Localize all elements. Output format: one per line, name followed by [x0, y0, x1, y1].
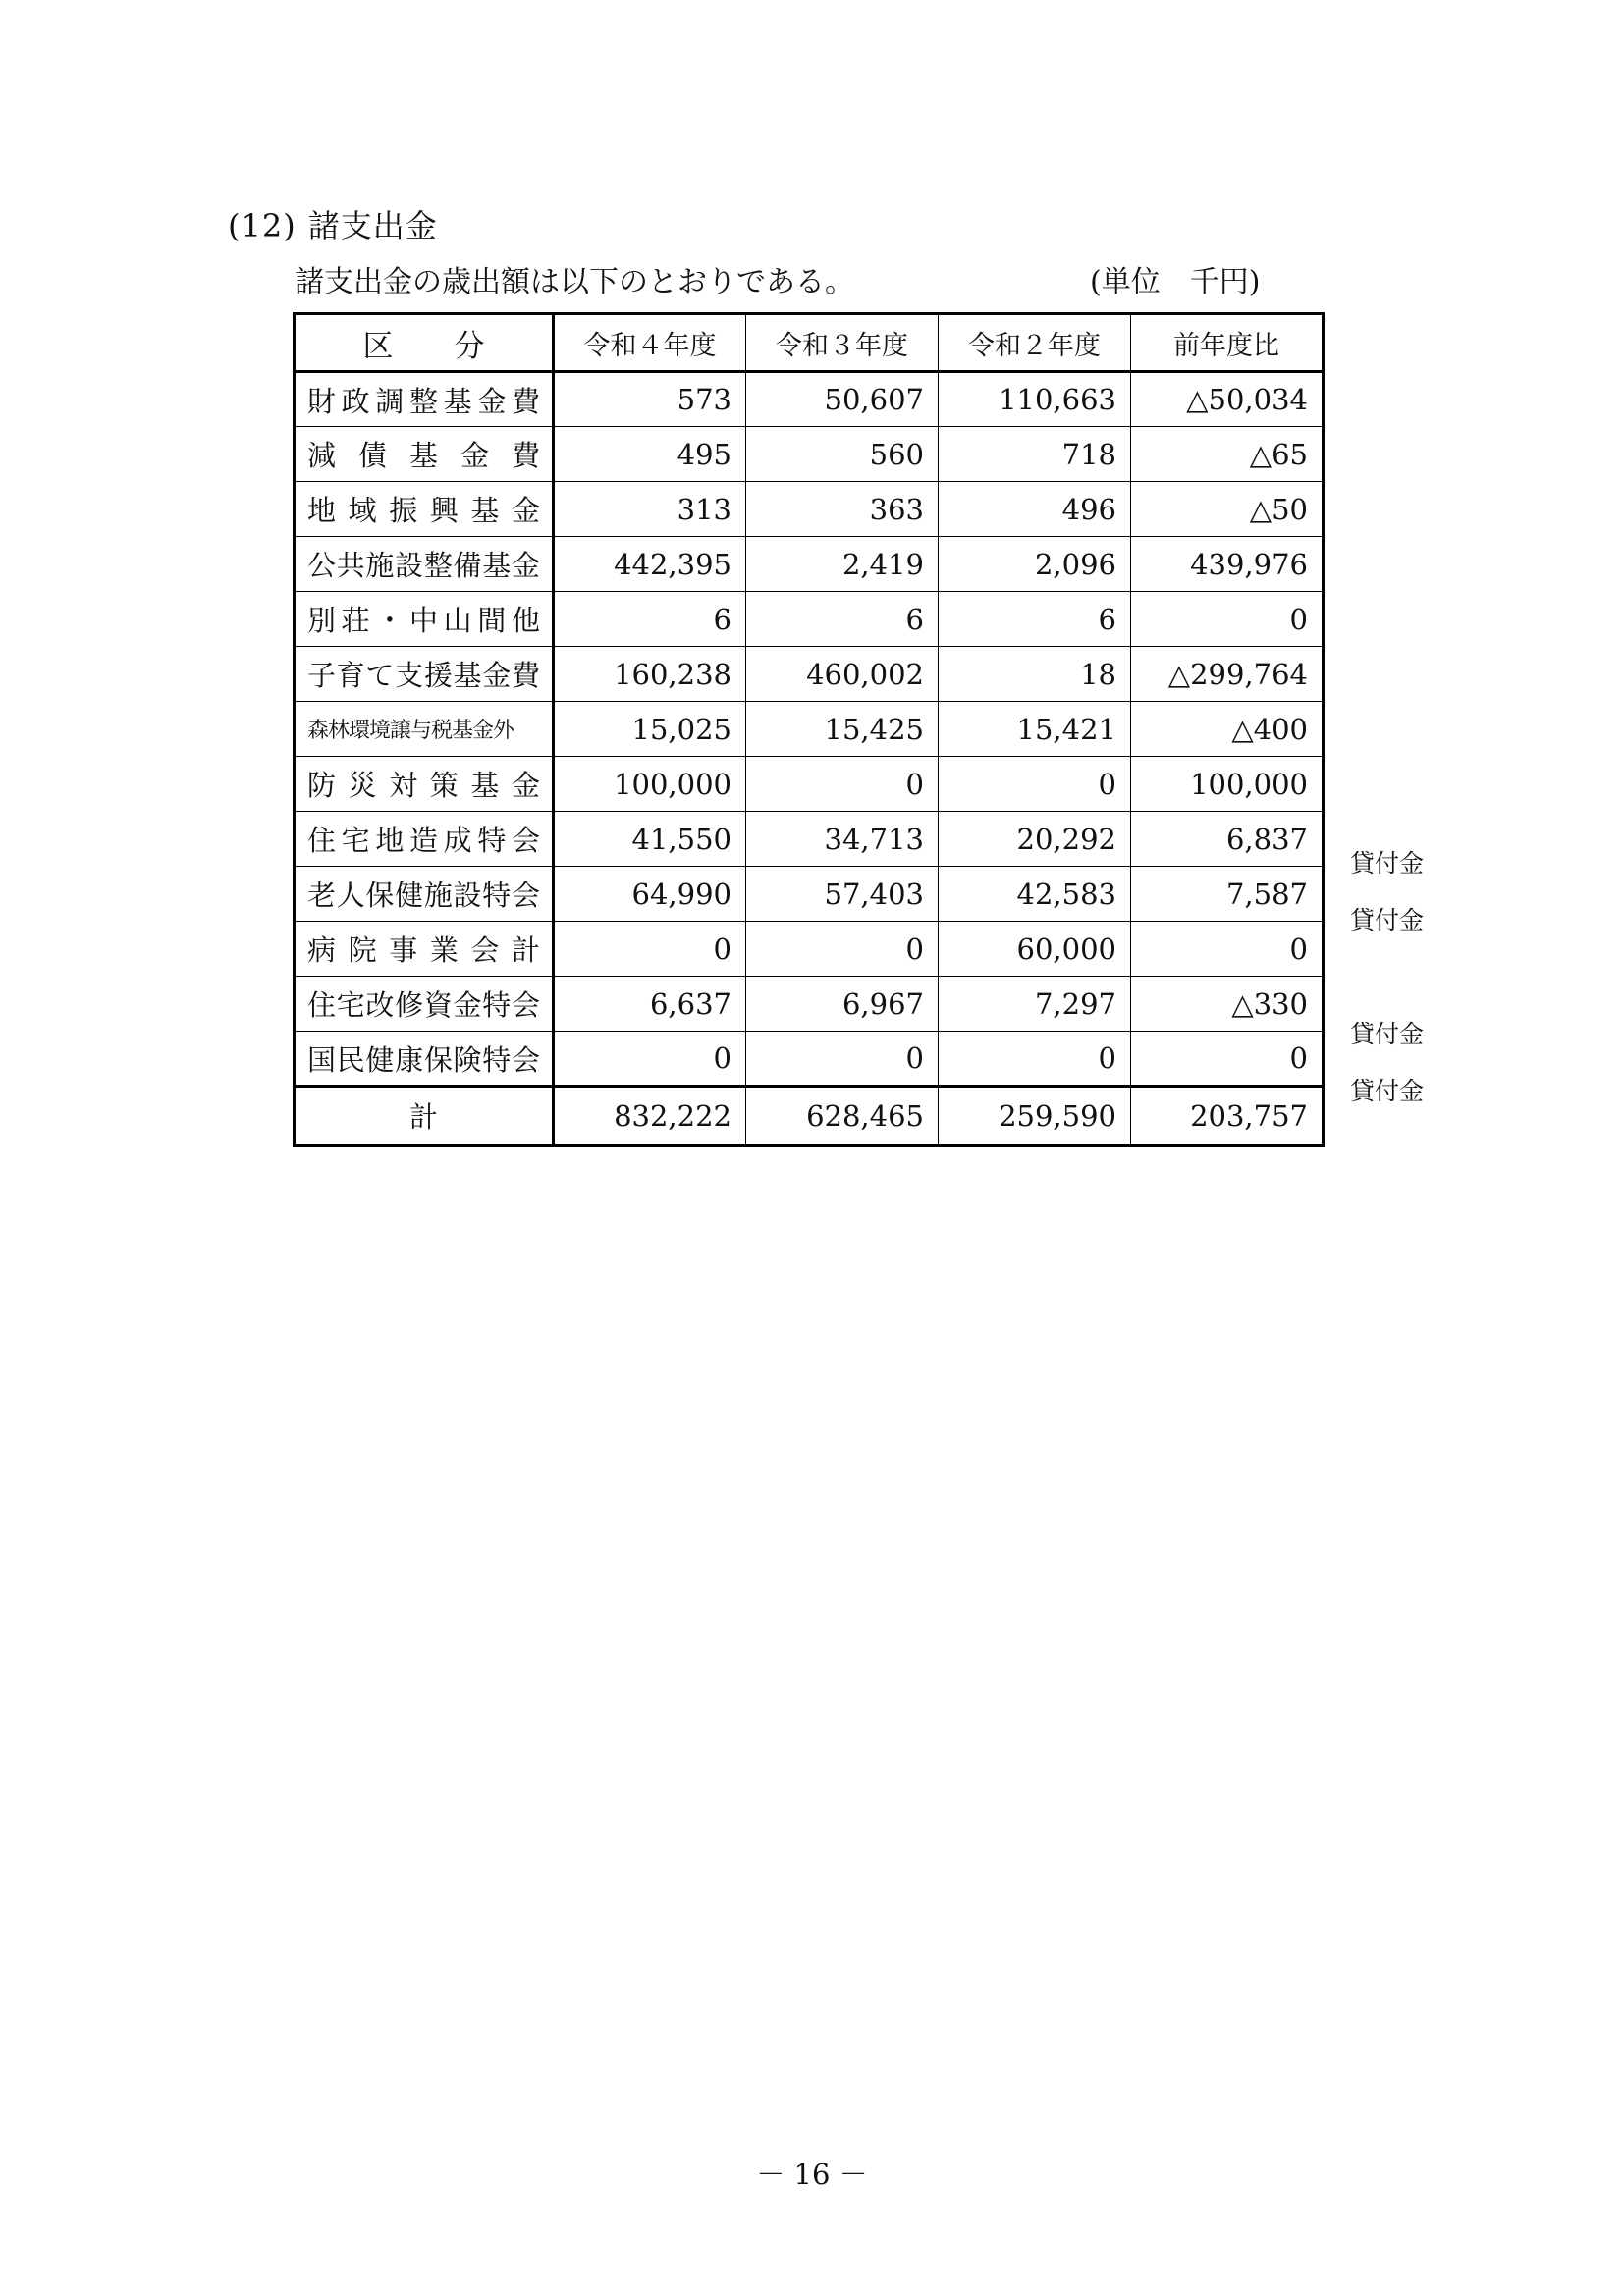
- cell-r2: 718: [939, 427, 1131, 482]
- row-label: 子育て支援基金費: [295, 647, 554, 702]
- table-header-row: [295, 314, 1324, 372]
- cell-r4: 160,238: [554, 647, 746, 702]
- cell-r4: 15,025: [554, 702, 746, 757]
- cell-r2: 15,421: [939, 702, 1131, 757]
- header-r2: 令和２年度: [939, 314, 1131, 372]
- cell-r2: 60,000: [939, 922, 1131, 977]
- page-number: － 16 －: [756, 2158, 868, 2191]
- row-label: 別荘・中山間他: [295, 592, 554, 647]
- cell-diff: 6,837: [1131, 812, 1324, 867]
- total-r2: 259,590: [939, 1087, 1131, 1146]
- row-label: 公共施設整備基金: [295, 537, 554, 592]
- table-row: [295, 647, 1324, 702]
- cell-r3: 6,967: [746, 977, 939, 1032]
- cell-diff: △299,764: [1131, 647, 1324, 702]
- unit-label: (単位 千円): [1090, 265, 1261, 299]
- table-row: [295, 977, 1324, 1032]
- cell-diff: 0: [1131, 922, 1324, 977]
- row-label: 財政調整基金費: [295, 372, 554, 427]
- table-row: [295, 922, 1324, 977]
- cell-r2: 20,292: [939, 812, 1131, 867]
- cell-diff: △50: [1131, 482, 1324, 537]
- cell-r3: 460,002: [746, 647, 939, 702]
- cell-r2: 0: [939, 1032, 1131, 1087]
- cell-diff: △330: [1131, 977, 1324, 1032]
- cell-r3: 34,713: [746, 812, 939, 867]
- section-heading: [228, 201, 438, 246]
- row-label: 老人保健施設特会: [295, 867, 554, 922]
- cell-r4: 495: [554, 427, 746, 482]
- cell-diff: △400: [1131, 702, 1324, 757]
- table-row: [295, 537, 1324, 592]
- cell-r3: 57,403: [746, 867, 939, 922]
- total-label: 計: [295, 1087, 554, 1146]
- row-label: 森林環境譲与税基金外: [295, 702, 554, 757]
- table-row: [295, 1032, 1324, 1087]
- cell-r4: 100,000: [554, 757, 746, 812]
- table-row: [295, 867, 1324, 922]
- cell-diff: △65: [1131, 427, 1324, 482]
- cell-r4: 442,395: [554, 537, 746, 592]
- note-loan: 貸付金: [1350, 1020, 1425, 1048]
- row-label: 住宅改修資金特会: [295, 977, 554, 1032]
- header-category: 区 分: [295, 314, 554, 372]
- cell-r2: 110,663: [939, 372, 1131, 427]
- cell-r4: 0: [554, 922, 746, 977]
- cell-diff: 439,976: [1131, 537, 1324, 592]
- total-r3: 628,465: [746, 1087, 939, 1146]
- table-row: [295, 757, 1324, 812]
- cell-r3: 15,425: [746, 702, 939, 757]
- table-row: [295, 702, 1324, 757]
- cell-diff: 7,587: [1131, 867, 1324, 922]
- cell-r4: 6: [554, 592, 746, 647]
- table-row: [295, 592, 1324, 647]
- note-loan: 貸付金: [1350, 906, 1425, 934]
- header-r3: 令和３年度: [746, 314, 939, 372]
- intro-text: 諸支出金の歳出額は以下のとおりである。: [295, 265, 854, 299]
- row-label: 地域振興基金: [295, 482, 554, 537]
- table-row: [295, 482, 1324, 537]
- header-r4: 令和４年度: [554, 314, 746, 372]
- cell-r2: 7,297: [939, 977, 1131, 1032]
- header-diff: 前年度比: [1131, 314, 1324, 372]
- cell-diff: 100,000: [1131, 757, 1324, 812]
- cell-r2: 2,096: [939, 537, 1131, 592]
- total-diff: 203,757: [1131, 1087, 1324, 1146]
- cell-r3: 6: [746, 592, 939, 647]
- expenditure-table: [293, 312, 1325, 1147]
- cell-r2: 18: [939, 647, 1131, 702]
- table-row: [295, 812, 1324, 867]
- cell-r2: 0: [939, 757, 1131, 812]
- total-r4: 832,222: [554, 1087, 746, 1146]
- row-label: 防災対策基金: [295, 757, 554, 812]
- cell-r4: 64,990: [554, 867, 746, 922]
- cell-diff: 0: [1131, 592, 1324, 647]
- row-label: 病院事業会計: [295, 922, 554, 977]
- cell-r3: 2,419: [746, 537, 939, 592]
- cell-r3: 363: [746, 482, 939, 537]
- note-loan: 貸付金: [1350, 1077, 1425, 1105]
- cell-r2: 42,583: [939, 867, 1131, 922]
- cell-diff: 0: [1131, 1032, 1324, 1087]
- cell-r4: 313: [554, 482, 746, 537]
- row-label: 住宅地造成特会: [295, 812, 554, 867]
- row-label: 減債基金費: [295, 427, 554, 482]
- cell-r4: 573: [554, 372, 746, 427]
- note-loan: 貸付金: [1350, 849, 1425, 878]
- table-row: [295, 427, 1324, 482]
- cell-r4: 6,637: [554, 977, 746, 1032]
- cell-r4: 0: [554, 1032, 746, 1087]
- section-number: (12): [228, 207, 297, 244]
- total-row: [295, 1087, 1324, 1146]
- cell-r2: 496: [939, 482, 1131, 537]
- cell-r2: 6: [939, 592, 1131, 647]
- cell-r4: 41,550: [554, 812, 746, 867]
- cell-r3: 0: [746, 1032, 939, 1087]
- cell-diff: △50,034: [1131, 372, 1324, 427]
- cell-r3: 0: [746, 757, 939, 812]
- row-label: 国民健康保険特会: [295, 1032, 554, 1087]
- cell-r3: 560: [746, 427, 939, 482]
- cell-r3: 0: [746, 922, 939, 977]
- cell-r3: 50,607: [746, 372, 939, 427]
- section-title: 諸支出金: [307, 207, 438, 244]
- table-row: [295, 372, 1324, 427]
